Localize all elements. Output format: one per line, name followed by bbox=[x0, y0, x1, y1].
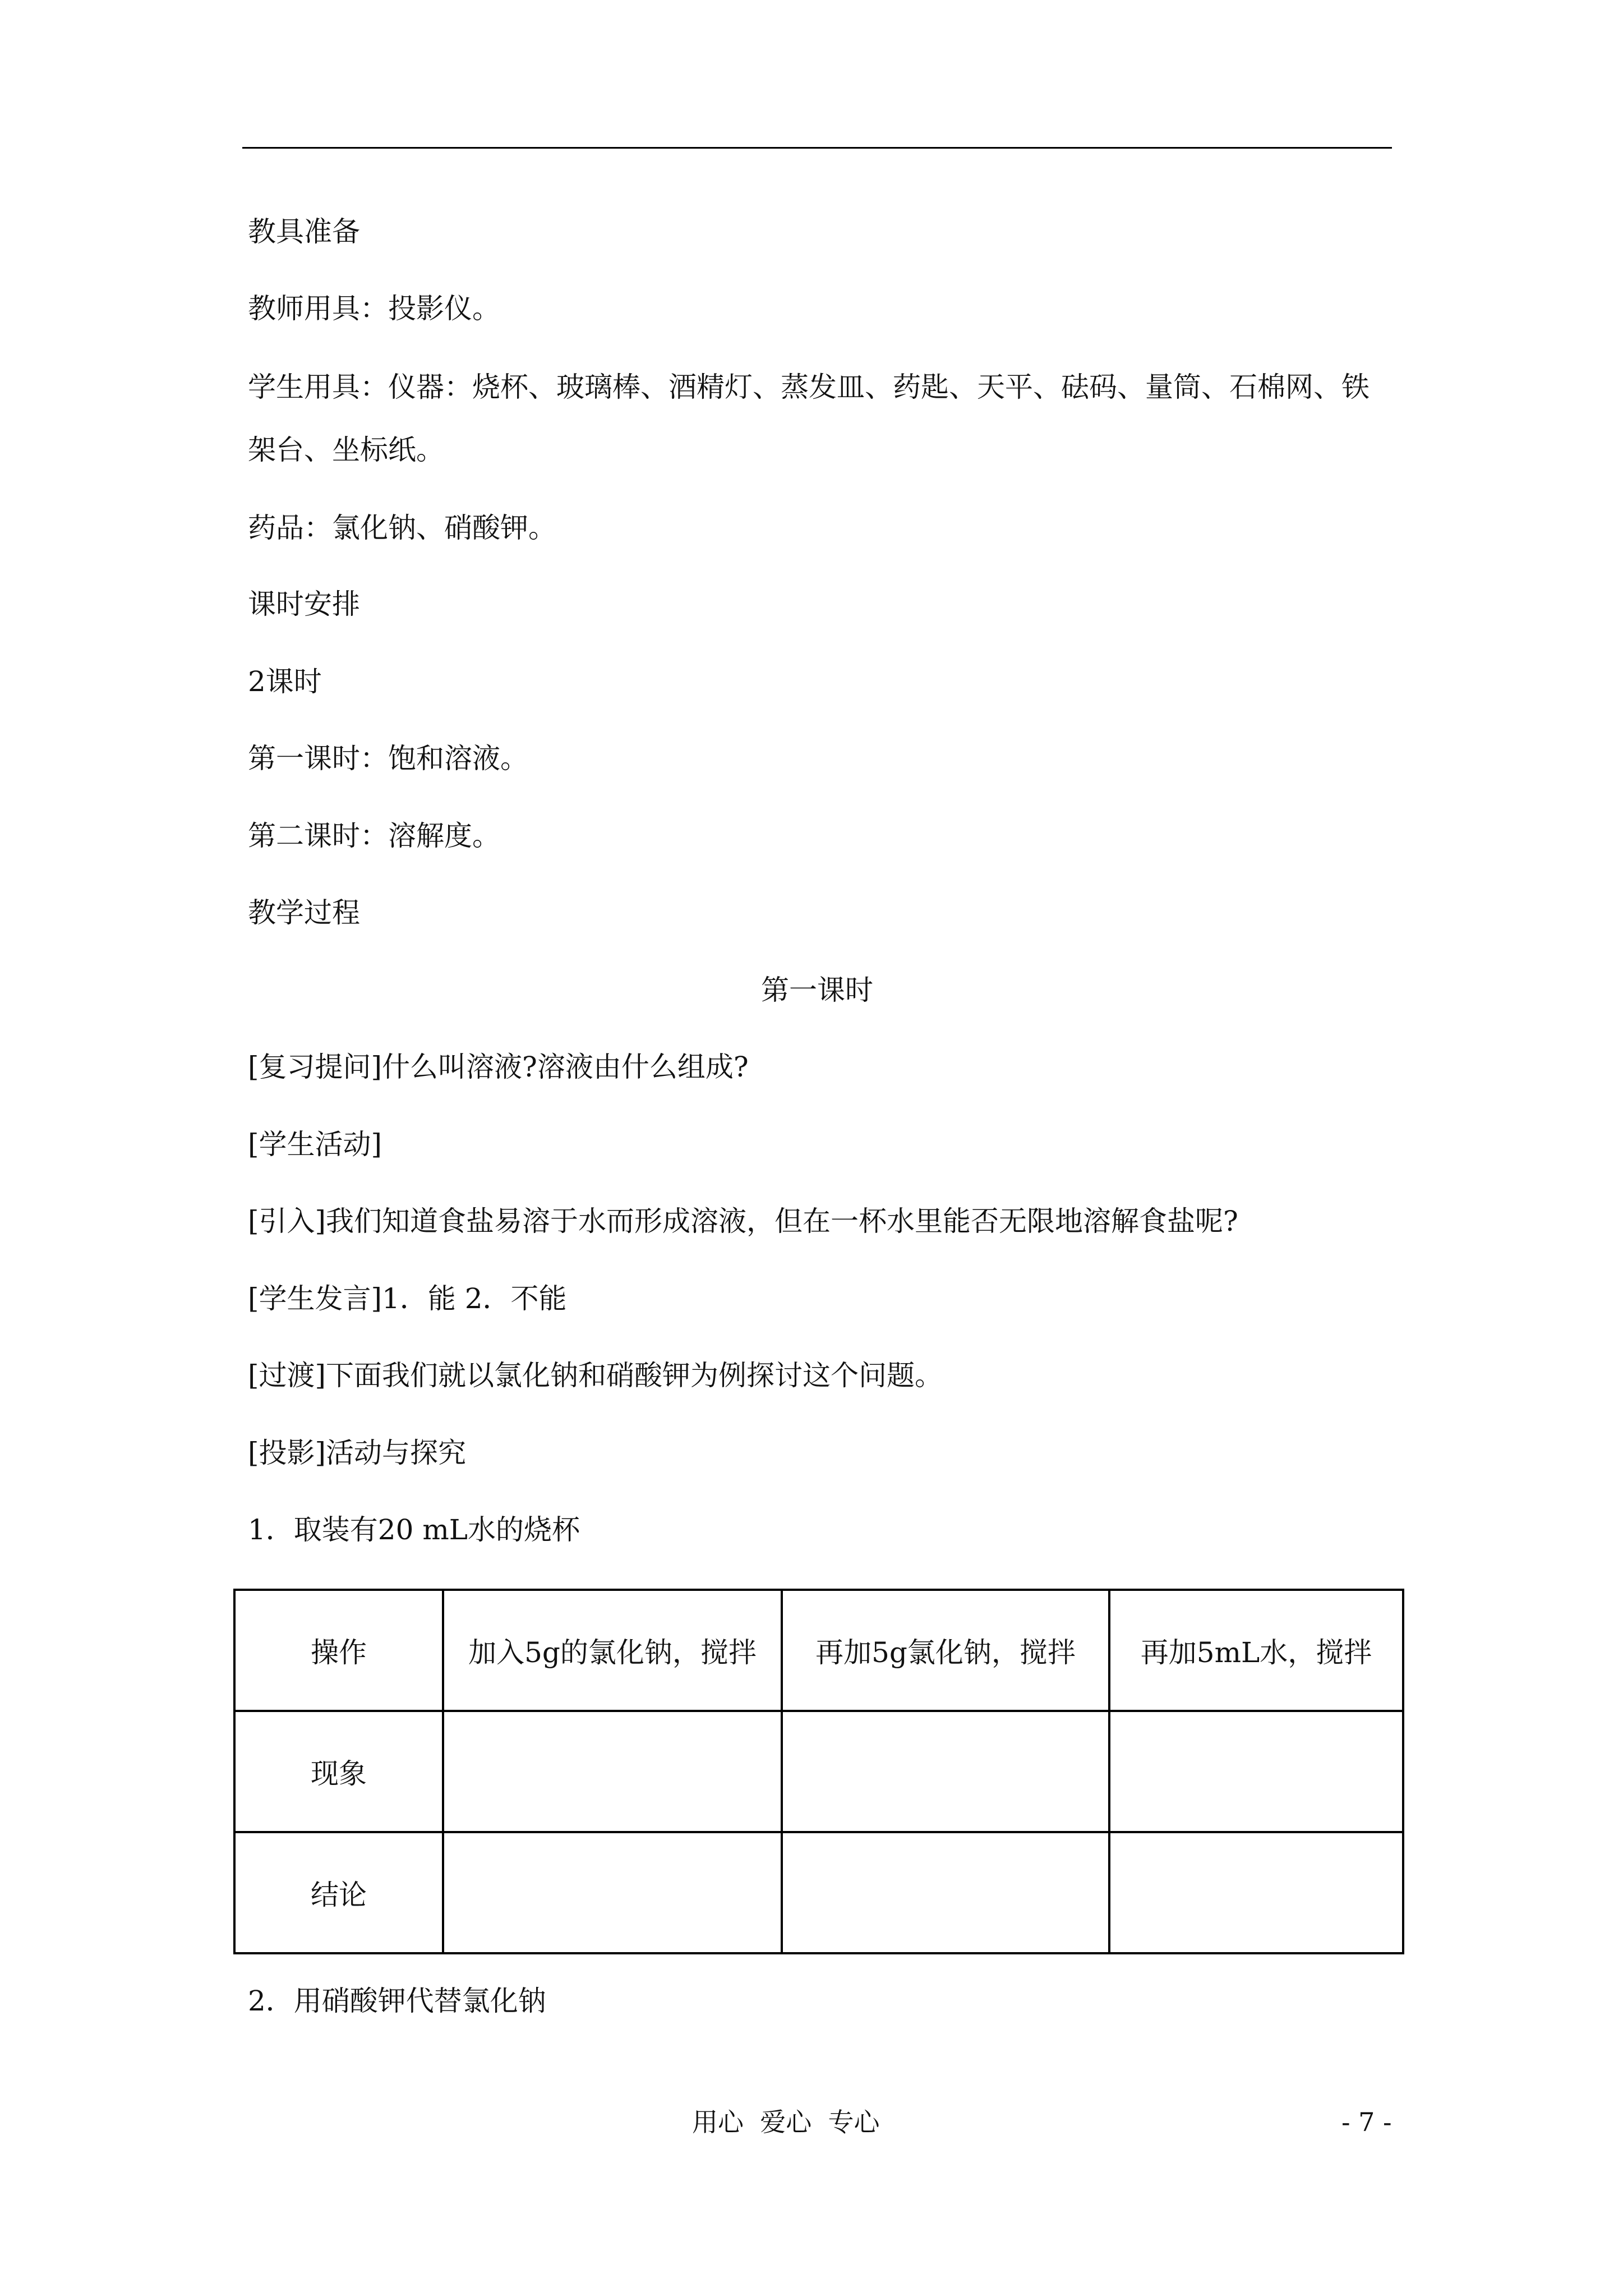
table-header-row bbox=[234, 1590, 1403, 1711]
step-2: 2．用硝酸钾代替氯化钠 bbox=[248, 1985, 546, 2017]
teacher-tools: 教师用具：投影仪。 bbox=[248, 292, 500, 325]
row-label: 结论 bbox=[234, 1832, 443, 1953]
projection: [投影]活动与探究 bbox=[248, 1437, 467, 1469]
table-cell bbox=[1109, 1711, 1403, 1832]
header-rule bbox=[242, 147, 1392, 149]
table-cell bbox=[443, 1832, 782, 1953]
table-header-cell: 操作 bbox=[234, 1590, 443, 1711]
lesson-1: 第一课时：饱和溶液。 bbox=[248, 742, 528, 775]
schedule-heading: 课时安排 bbox=[248, 588, 360, 620]
introduction: [引入]我们知道食盐易溶于水而形成溶液，但在一杯水里能否无限地溶解食盐呢? bbox=[248, 1205, 1238, 1237]
table-cell bbox=[782, 1832, 1109, 1953]
table-cell bbox=[1109, 1832, 1403, 1953]
schedule-count: 2课时 bbox=[248, 665, 322, 698]
lesson-2: 第二课时：溶解度。 bbox=[248, 820, 500, 852]
tools-heading: 教具准备 bbox=[248, 215, 360, 248]
review-question: [复习提问]什么叫溶液?溶液由什么组成? bbox=[248, 1051, 749, 1083]
student-speech: [学生发言]1．能 2．不能 bbox=[248, 1282, 567, 1315]
step-1: 1．取装有20 mL水的烧杯 bbox=[248, 1513, 580, 1546]
operations-table bbox=[233, 1589, 1404, 1954]
process-heading: 教学过程 bbox=[248, 896, 360, 929]
table-row bbox=[234, 1711, 1403, 1832]
table-cell bbox=[443, 1711, 782, 1832]
table-header-cell: 再加5g氯化钠，搅拌 bbox=[782, 1590, 1109, 1711]
chemicals: 药品：氯化钠、硝酸钾。 bbox=[248, 512, 556, 544]
table-cell bbox=[782, 1711, 1109, 1832]
table-header-cell: 再加5mL水，搅拌 bbox=[1109, 1590, 1403, 1711]
page-number: - 7 - bbox=[1341, 2107, 1392, 2137]
table-row bbox=[234, 1832, 1403, 1953]
footer-motto: 用心 爱心 专心 bbox=[692, 2107, 880, 2137]
student-activity: [学生活动] bbox=[248, 1128, 382, 1161]
transition: [过渡]下面我们就以氯化钠和硝酸钾为例探讨这个问题。 bbox=[248, 1359, 943, 1392]
lesson-title: 第一课时 bbox=[761, 974, 873, 1006]
student-tools-line-2: 架台、坐标纸。 bbox=[248, 434, 444, 466]
table-header-cell: 加入5g的氯化钠，搅拌 bbox=[443, 1590, 782, 1711]
row-label: 现象 bbox=[234, 1711, 443, 1832]
student-tools-line-1: 学生用具：仪器：烧杯、玻璃棒、酒精灯、蒸发皿、药匙、天平、砝码、量筒、石棉网、铁 bbox=[248, 371, 1370, 403]
